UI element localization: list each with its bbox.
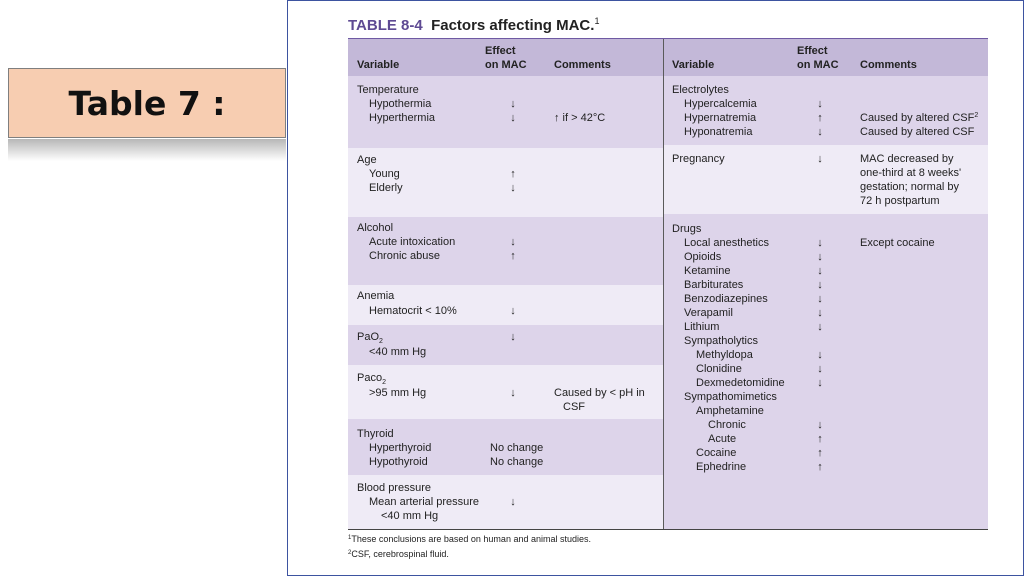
variable-elderly: Elderly (369, 182, 403, 194)
effect-clonidine: ↓ (817, 363, 823, 375)
effect-hyponatremia: ↓ (817, 126, 823, 138)
slide-title: Table 7 : (68, 83, 226, 123)
variable-amphetamine-acute: Acute (708, 433, 737, 445)
right-panel (664, 39, 988, 529)
comment-paco2-line1: Caused by < pH in (554, 387, 645, 399)
variable-temperature: Temperature (357, 84, 419, 96)
table-number: TABLE 8-4 (348, 17, 423, 34)
variable-electrolytes: Electrolytes (672, 84, 729, 96)
variable-opioids: Opioids (684, 251, 722, 263)
mac-factors-table (348, 39, 988, 529)
variable-clonidine: Clonidine (696, 363, 742, 375)
row-pao2 (348, 325, 663, 365)
slide-title-shadow (8, 139, 286, 161)
comment-local-anesthetics: Except cocaine (860, 237, 935, 249)
variable-hematocrit: Hematocrit < 10% (369, 305, 457, 317)
variable-chronic-abuse: Chronic abuse (369, 250, 440, 262)
slide-title-box (8, 68, 286, 138)
comment-hypernatremia (860, 111, 978, 125)
variable-dexmedetomidine: Dexmedetomidine (696, 377, 785, 389)
variable-map-threshold: <40 mm Hg (381, 510, 439, 522)
effect-ketamine: ↓ (817, 265, 823, 277)
comment-paco2-line2: CSF (563, 401, 585, 413)
variable-sympatholytics: Sympatholytics (684, 335, 758, 347)
effect-barbiturates: ↓ (817, 279, 823, 291)
variable-ketamine: Ketamine (684, 265, 731, 277)
variable-paco2 (357, 371, 386, 385)
effect-pregnancy: ↓ (817, 153, 823, 165)
effect-amphetamine-chronic: ↓ (817, 419, 823, 431)
header-effect-line2: on MAC (485, 59, 527, 71)
variable-hypothermia: Hypothermia (369, 98, 432, 110)
header-effect-line1: Effect (485, 45, 516, 57)
title-footnote-mark: 1 (594, 16, 600, 26)
row-blood-pressure (348, 475, 663, 529)
effect-cocaine: ↑ (817, 447, 823, 459)
effect-dexmedetomidine: ↓ (817, 377, 823, 389)
variable-lithium: Lithium (684, 321, 720, 333)
comment-hyponatremia: Caused by altered CSF (860, 126, 975, 138)
variable-hyperthermia: Hyperthermia (369, 112, 436, 124)
row-paco2 (348, 365, 663, 419)
variable-mean-arterial-pressure: Mean arterial pressure (369, 496, 480, 508)
row-temperature (348, 76, 663, 148)
row-anemia (348, 285, 663, 325)
left-panel (348, 39, 663, 529)
pao2-subscript: 2 (379, 338, 383, 345)
effect-methyldopa: ↓ (817, 349, 823, 361)
header-comments-right: Comments (860, 59, 917, 71)
footnote-2-mark: 2 (348, 550, 352, 556)
footnote-2 (348, 549, 449, 559)
table-bottom-rule (348, 529, 988, 530)
row-electrolytes (664, 76, 988, 145)
effect-hypothermia: ↓ (510, 98, 516, 110)
variable-anemia: Anemia (357, 290, 395, 302)
effect-young: ↑ (510, 168, 516, 180)
variable-hyponatremia: Hyponatremia (684, 126, 753, 138)
variable-blood-pressure: Blood pressure (357, 482, 431, 494)
comment-pregnancy-line1: MAC decreased by (860, 153, 954, 165)
header-comments: Comments (554, 59, 611, 71)
effect-pao2: ↓ (510, 331, 516, 343)
variable-barbiturates: Barbiturates (684, 279, 744, 291)
variable-pregnancy: Pregnancy (672, 153, 725, 165)
header-variable-right: Variable (672, 59, 715, 71)
right-header-row (664, 39, 988, 76)
effect-hypothyroid: No change (490, 456, 544, 468)
effect-mean-arterial-pressure: ↓ (510, 496, 516, 508)
effect-hypernatremia: ↑ (817, 112, 823, 124)
row-alcohol (348, 217, 663, 285)
variable-hypernatremia: Hypernatremia (684, 112, 757, 124)
effect-elderly: ↓ (510, 182, 516, 194)
variable-benzodiazepines: Benzodiazepines (684, 293, 768, 305)
effect-hyperthyroid: No change (490, 442, 544, 454)
effect-ephedrine: ↑ (817, 461, 823, 473)
variable-amphetamine-chronic: Chronic (708, 419, 746, 431)
variable-paco2-threshold: >95 mm Hg (369, 387, 427, 399)
table-figure (287, 0, 1024, 576)
effect-hematocrit: ↓ (510, 305, 516, 317)
comment-hypernatremia-footnote-mark: 2 (974, 112, 979, 119)
effect-amphetamine-acute: ↑ (817, 433, 823, 445)
paco2-text: Paco (357, 372, 383, 384)
variable-drugs: Drugs (672, 223, 702, 235)
variable-methyldopa: Methyldopa (696, 349, 753, 361)
comment-pregnancy-line4: 72 h postpartum (860, 195, 940, 207)
effect-local-anesthetics: ↓ (817, 237, 823, 249)
variable-thyroid: Thyroid (357, 428, 394, 440)
variable-local-anesthetics: Local anesthetics (684, 237, 769, 249)
effect-hypercalcemia: ↓ (817, 98, 823, 110)
row-drugs (664, 214, 988, 529)
footnote-1-mark: 1 (348, 535, 352, 541)
comment-hyperthermia: ↑ if > 42°C (554, 112, 606, 124)
effect-acute-intoxication: ↓ (510, 236, 516, 248)
footnote-2-text: CSF, cerebrospinal fluid. (351, 549, 449, 559)
effect-verapamil: ↓ (817, 307, 823, 319)
variable-acute-intoxication: Acute intoxication (369, 236, 456, 248)
variable-amphetamine: Amphetamine (696, 405, 764, 417)
effect-paco2: ↓ (510, 387, 516, 399)
effect-opioids: ↓ (817, 251, 823, 263)
variable-hypothyroid: Hypothyroid (369, 456, 428, 468)
variable-cocaine: Cocaine (696, 447, 737, 459)
row-pregnancy (664, 145, 988, 214)
row-thyroid (348, 419, 663, 475)
variable-verapamil: Verapamil (684, 307, 733, 319)
left-header-row (348, 39, 663, 76)
table-caption: Factors affecting MAC. (431, 17, 595, 34)
row-age (348, 148, 663, 217)
variable-hypercalcemia: Hypercalcemia (684, 98, 757, 110)
header-variable: Variable (357, 59, 400, 71)
comment-hypernatremia-text: Caused by altered CSF (860, 112, 975, 124)
header-effect-right-line1: Effect (797, 45, 828, 57)
header-effect-right-line2: on MAC (797, 59, 839, 71)
variable-pao2-threshold: <40 mm Hg (369, 346, 427, 358)
effect-lithium: ↓ (817, 321, 823, 333)
effect-hyperthermia: ↓ (510, 112, 516, 124)
footnote-1-text: These conclusions are based on human and animal studies. (351, 534, 591, 544)
table-title (348, 16, 599, 34)
variable-pao2 (357, 330, 383, 344)
pao2-text: PaO (357, 331, 380, 343)
comment-pregnancy-line2: one-third at 8 weeks' (860, 167, 962, 179)
variable-young: Young (369, 168, 400, 180)
comment-pregnancy-line3: gestation; normal by (860, 181, 960, 193)
variable-alcohol: Alcohol (357, 222, 394, 234)
effect-chronic-abuse: ↑ (510, 250, 516, 262)
effect-benzodiazepines: ↓ (817, 293, 823, 305)
variable-age: Age (357, 154, 377, 166)
footnote-1 (348, 534, 591, 544)
variable-ephedrine: Ephedrine (696, 461, 747, 473)
variable-sympathomimetics: Sympathomimetics (684, 391, 777, 403)
variable-hyperthyroid: Hyperthyroid (369, 442, 432, 454)
paco2-subscript: 2 (382, 379, 386, 386)
